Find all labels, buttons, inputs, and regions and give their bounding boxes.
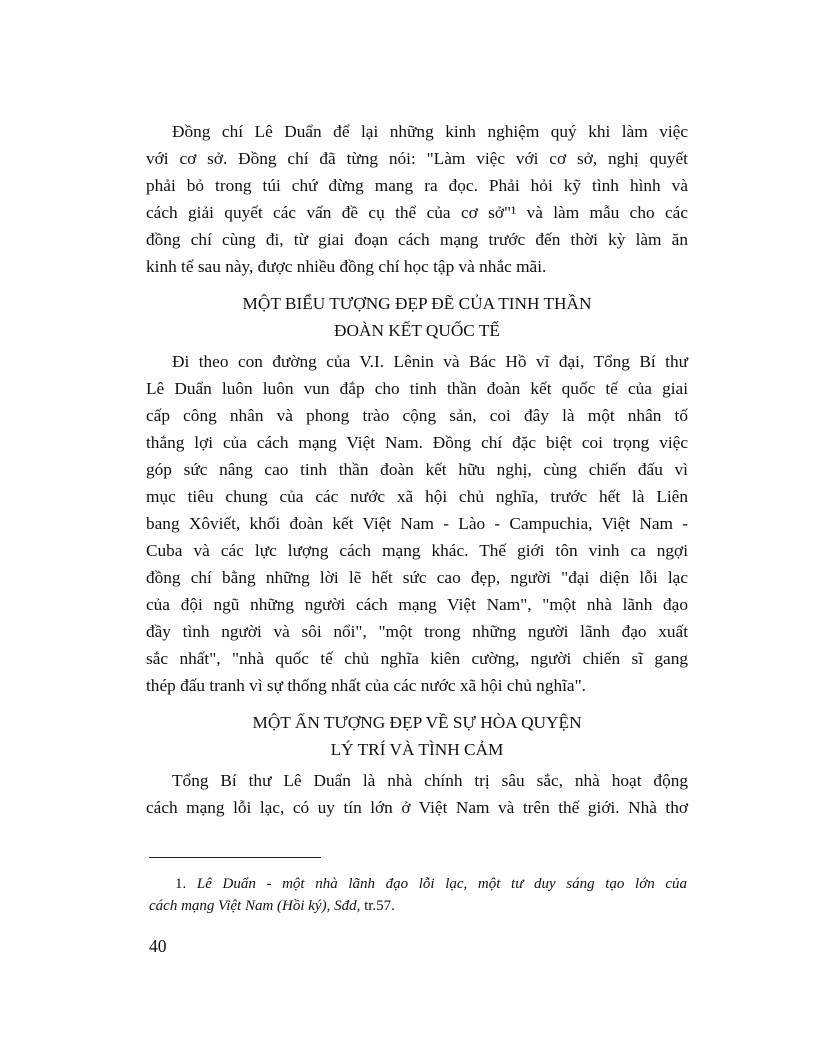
heading-line: LÝ TRÍ VÀ TÌNH CẢM (330, 740, 504, 759)
text-line: Đồng chí Lê Duẩn để lại những kinh nghiệm quý khi làm việc (172, 122, 688, 141)
heading-line: MỘT ẤN TƯỢNG ĐẸP VỀ SỰ HÒA QUYỆN (252, 713, 582, 732)
footnote-citation: cách mạng Việt Nam (Hồi ký), Sđd, (149, 898, 361, 914)
section-heading-2 (146, 709, 688, 763)
text-line: thắng lợi của cách mạng Việt Nam. Đồng chí đặc biệt coi trọng việc (146, 433, 688, 452)
footnote-page-ref: tr.57. (360, 898, 395, 914)
text-line: đồng chí cùng đi, từ giai đoạn cách mạng trước đến thời kỳ làm ăn (146, 230, 688, 249)
section-heading-1 (146, 290, 688, 344)
text-line: Tổng Bí thư Lê Duẩn là nhà chính trị sâu sắc, nhà hoạt động (172, 771, 688, 790)
text-line: thép đấu tranh vì sự thống nhất của các nước xã hội chủ nghĩa". (146, 676, 586, 695)
text-line: phải bỏ trong túi chứ đừng mang ra đọc. Phải hỏi kỹ tình hình và (146, 176, 688, 195)
text-line: kinh tế sau này, được nhiều đồng chí học tập và nhắc mãi. (146, 257, 547, 276)
text-line: Lê Duẩn luôn luôn vun đắp cho tinh thần đoàn kết quốc tế của giai (146, 379, 688, 398)
paragraph-1 (146, 118, 688, 280)
paragraph-3 (146, 767, 688, 821)
text-line: góp sức nâng cao tinh thần đoàn kết hữu nghị, cùng chiến đấu vì (146, 460, 688, 479)
text-line: cấp công nhân và phong trào cộng sản, coi đây là một nhân tố (146, 406, 688, 425)
text-line: của đội ngũ những người cách mạng Việt Nam", "một nhà lãnh đạo (146, 595, 688, 614)
text-line: đồng chí bằng những lời lẽ hết sức cao đẹp, người "đại diện lỗi lạc (146, 568, 688, 587)
text-line: bang Xôviết, khối đoàn kết Việt Nam - Lào - Campuchia, Việt Nam - (146, 514, 688, 533)
text-line: cách mạng lỗi lạc, có uy tín lớn ở Việt Nam và trên thế giới. Nhà thơ (146, 798, 688, 817)
footnote-citation: Lê Duẩn - một nhà lãnh đạo lỗi lạc, một tư duy sáng tạo lớn của (196, 876, 687, 892)
heading-line: MỘT BIỂU TƯỢNG ĐẸP ĐẼ CỦA TINH THẦN (242, 294, 592, 313)
footnote (149, 873, 687, 917)
footnote-line (149, 895, 687, 917)
text-line: mục tiêu chung của các nước xã hội chủ nghĩa, trước hết là Liên (146, 487, 688, 506)
text-line: Đi theo con đường của V.I. Lênin và Bác Hồ vĩ đại, Tổng Bí thư (172, 352, 688, 371)
footnote-number: 1. (175, 876, 187, 892)
footnote-line (149, 873, 687, 895)
text-line: Cuba và các lực lượng cách mạng khác. Thế giới tôn vinh ca ngợi (146, 541, 688, 560)
footnote-divider (149, 857, 321, 858)
text-line: đầy tình người và sôi nổi", "một trong những người lãnh đạo xuất (146, 622, 688, 641)
text-line: cách giải quyết các vấn đề cụ thể của cơ sở"¹ và làm mẫu cho các (146, 203, 688, 222)
text-line: với cơ sở. Đồng chí đã từng nói: "Làm việc với cơ sở, nghị quyết (146, 149, 688, 168)
heading-line: ĐOÀN KẾT QUỐC TẾ (334, 321, 500, 340)
text-line: sắc nhất", "nhà quốc tế chủ nghĩa kiên cường, người chiến sĩ gang (146, 649, 688, 668)
page-number: 40 (149, 936, 167, 956)
paragraph-2 (146, 348, 688, 699)
body-text (146, 118, 688, 821)
